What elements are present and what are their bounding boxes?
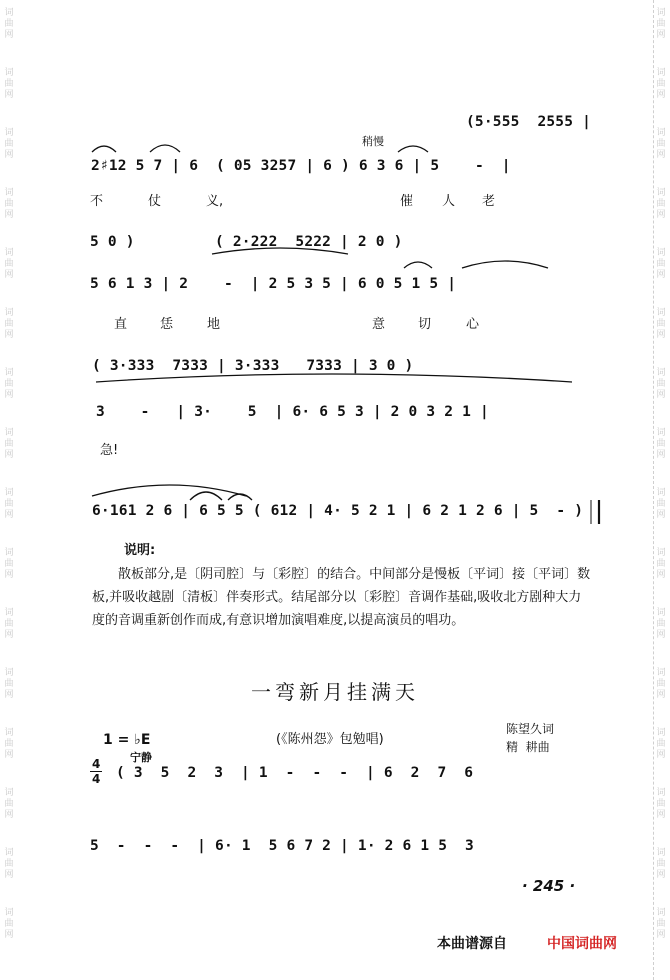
melody-line-2: 5 6 1 3 | 2 - | 2 5 3 5 | 6 0 5 1 5 | (90, 276, 457, 292)
watermark-glyph: 曲 (656, 19, 666, 29)
watermark-glyph: 词 (656, 128, 666, 138)
watermark-glyph: 网 (656, 930, 666, 940)
song-source: (《陈州怨》包勉唱) (276, 732, 384, 747)
watermark-glyph: 网 (4, 450, 14, 460)
watermark-glyph: 曲 (4, 799, 14, 809)
accompaniment-line-3: ( 3·333 7333 | 3·333 7333 | 3 0 ) (92, 358, 414, 374)
lyric-3-1: 急! (100, 443, 119, 458)
watermark-glyph: 网 (656, 690, 666, 700)
watermark-glyph: 词 (4, 308, 14, 318)
watermark-glyph: 网 (4, 570, 14, 580)
watermark-glyph: 网 (656, 750, 666, 760)
watermark-glyph: 曲 (4, 439, 14, 449)
tempo-mark: 稍慢 (362, 135, 384, 148)
lyric-1-3: 义, (206, 194, 224, 209)
time-signature-top: 4 (92, 757, 101, 771)
watermark-glyph: 曲 (4, 619, 14, 629)
footer-site-link[interactable]: 中国词曲网 (547, 936, 617, 952)
watermark-glyph: 词 (656, 908, 666, 918)
watermark-glyph: 网 (656, 630, 666, 640)
watermark-glyph: 曲 (4, 19, 14, 29)
song-line-1: ( 3 5 2 3 | 1 - - - | 6 2 7 6 (116, 765, 474, 781)
accompaniment-line-1: (5·555 2555 | (466, 114, 592, 130)
watermark-glyph: 网 (656, 270, 666, 280)
watermark-glyph: 网 (4, 690, 14, 700)
watermark-glyph: 曲 (4, 859, 14, 869)
lyric-1-1: 不 (90, 194, 104, 209)
watermark-glyph: 词 (656, 428, 666, 438)
watermark-glyph: 网 (4, 210, 14, 220)
watermark-glyph: 词 (4, 248, 14, 258)
watermark-glyph: 曲 (656, 259, 666, 269)
watermark-glyph: 网 (4, 330, 14, 340)
watermark-glyph: 词 (656, 68, 666, 78)
watermark-glyph: 网 (656, 90, 666, 100)
watermark-glyph: 网 (4, 90, 14, 100)
watermark-glyph: 词 (4, 188, 14, 198)
watermark-glyph: 网 (4, 810, 14, 820)
watermark-glyph: 网 (4, 390, 14, 400)
key-signature: 1 = ♭E (103, 732, 151, 748)
lyric-2-4: 意 (372, 317, 386, 332)
watermark-glyph: 曲 (4, 319, 14, 329)
watermark-glyph: 曲 (4, 379, 14, 389)
watermark-glyph: 网 (656, 390, 666, 400)
watermark-glyph: 曲 (656, 739, 666, 749)
watermark-glyph: 词 (4, 728, 14, 738)
watermark-glyph: 曲 (656, 139, 666, 149)
watermark-glyph: 词 (656, 608, 666, 618)
watermark-glyph: 曲 (656, 859, 666, 869)
lyric-1-4: 催 (400, 194, 414, 209)
watermark-glyph: 曲 (4, 739, 14, 749)
lyric-2-5: 切 (418, 317, 432, 332)
watermark-glyph: 网 (4, 750, 14, 760)
watermark-glyph: 网 (4, 270, 14, 280)
watermark-glyph: 曲 (4, 139, 14, 149)
time-signature-bottom: 4 (92, 772, 101, 786)
watermark-glyph: 曲 (4, 79, 14, 89)
watermark-glyph: 词 (656, 848, 666, 858)
watermark-glyph: 网 (656, 810, 666, 820)
watermark-glyph: 词 (4, 548, 14, 558)
watermark-glyph: 曲 (656, 439, 666, 449)
watermark-glyph: 曲 (656, 919, 666, 929)
composer-credit: 精 耕曲 (506, 740, 550, 754)
melody-line-3: 3 - | 3· 5 | 6· 6 5 3 | 2 0 3 2 1 | (96, 404, 489, 420)
watermark-glyph: 词 (656, 188, 666, 198)
watermark-glyph: 词 (4, 908, 14, 918)
lyric-2-6: 心 (466, 317, 480, 332)
watermark-glyph: 曲 (656, 79, 666, 89)
watermark-glyph: 词 (656, 248, 666, 258)
watermark-glyph: 词 (656, 8, 666, 18)
watermark-glyph: 网 (4, 930, 14, 940)
lyric-2-2: 恁 (160, 317, 174, 332)
watermark-glyph: 网 (656, 870, 666, 880)
watermark-glyph: 词 (4, 8, 14, 18)
watermark-glyph: 网 (656, 330, 666, 340)
watermark-glyph: 网 (656, 570, 666, 580)
watermark-glyph: 词 (4, 848, 14, 858)
watermark-glyph: 曲 (4, 499, 14, 509)
watermark-glyph: 网 (4, 870, 14, 880)
watermark-glyph: 网 (656, 30, 666, 40)
lyric-2-3: 地 (207, 317, 221, 332)
explanation-label: 说明: (124, 543, 156, 558)
watermark-glyph: 网 (656, 510, 666, 520)
watermark-glyph: 曲 (4, 259, 14, 269)
watermark-glyph: 网 (4, 630, 14, 640)
watermark-glyph: 网 (4, 150, 14, 160)
watermark-glyph: 曲 (656, 379, 666, 389)
watermark-glyph: 词 (656, 368, 666, 378)
watermark-glyph: 词 (656, 548, 666, 558)
lyric-1-2: 仗 (148, 194, 162, 209)
watermark-glyph: 词 (656, 728, 666, 738)
song-line-2: 5 - - - | 6· 1 5 6 7 2 | 1· 2 6 1 5 3 (90, 838, 474, 854)
song-title: 一弯新月挂满天 (251, 680, 419, 704)
song-tempo: 宁静 (130, 751, 152, 764)
watermark-glyph: 词 (656, 488, 666, 498)
lyricist-credit: 陈望久词 (506, 722, 555, 736)
watermark-glyph: 词 (4, 488, 14, 498)
watermark-glyph: 词 (656, 308, 666, 318)
watermark-glyph: 曲 (656, 319, 666, 329)
watermark-glyph: 曲 (4, 199, 14, 209)
watermark-glyph: 词 (4, 668, 14, 678)
melody-line-4: 6·161 2 6 | 6 5 5 ( 612 | 4· 5 2 1 | 6 2 1 2 6 | 5 - ) (92, 503, 584, 519)
watermark-glyph: 曲 (656, 799, 666, 809)
watermark-glyph: 网 (4, 510, 14, 520)
watermark-glyph: 曲 (656, 679, 666, 689)
watermark-glyph: 词 (656, 668, 666, 678)
watermark-glyph: 网 (656, 150, 666, 160)
watermark-glyph: 词 (4, 68, 14, 78)
watermark-glyph: 曲 (4, 919, 14, 929)
watermark-glyph: 曲 (656, 559, 666, 569)
watermark-glyph: 网 (656, 450, 666, 460)
watermark-glyph: 词 (4, 608, 14, 618)
explanation-text: 散板部分,是〔阴司腔〕与〔彩腔〕的结合。中间部分是慢板〔平词〕接〔平词〕数板,并吸收越剧〔清板〕伴奏形式。结尾部分以〔彩腔〕音调作基础,吸收北方剧种大力度的音调重新创作而成,有意识增加演唱难度,以提高演员的唱功。 (92, 567, 591, 628)
lyric-1-5: 人 (442, 194, 456, 209)
page-number: · 245 · (522, 877, 576, 895)
footer-source-label: 本曲谱源自 (437, 936, 507, 952)
watermark-glyph: 词 (4, 128, 14, 138)
watermark-glyph: 词 (4, 428, 14, 438)
lyric-2-1: 直 (114, 317, 128, 332)
watermark-glyph: 词 (4, 788, 14, 798)
watermark-glyph: 网 (656, 210, 666, 220)
accompaniment-line-2: 5 0 ) ( 2·222 5222 | 2 0 ) (90, 234, 403, 250)
lyric-1-6: 老 (482, 194, 496, 209)
watermark-glyph: 词 (4, 368, 14, 378)
watermark-glyph: 曲 (656, 499, 666, 509)
watermark-glyph: 曲 (4, 679, 14, 689)
watermark-glyph: 词 (656, 788, 666, 798)
melody-line-1: 2♯12 5 7 | 6 ( 05 3257 | 6 ) 6 3 6 | 5 - | (91, 158, 511, 174)
watermark-glyph: 曲 (4, 559, 14, 569)
watermark-glyph: 曲 (656, 619, 666, 629)
watermark-glyph: 网 (4, 30, 14, 40)
watermark-glyph: 曲 (656, 199, 666, 209)
